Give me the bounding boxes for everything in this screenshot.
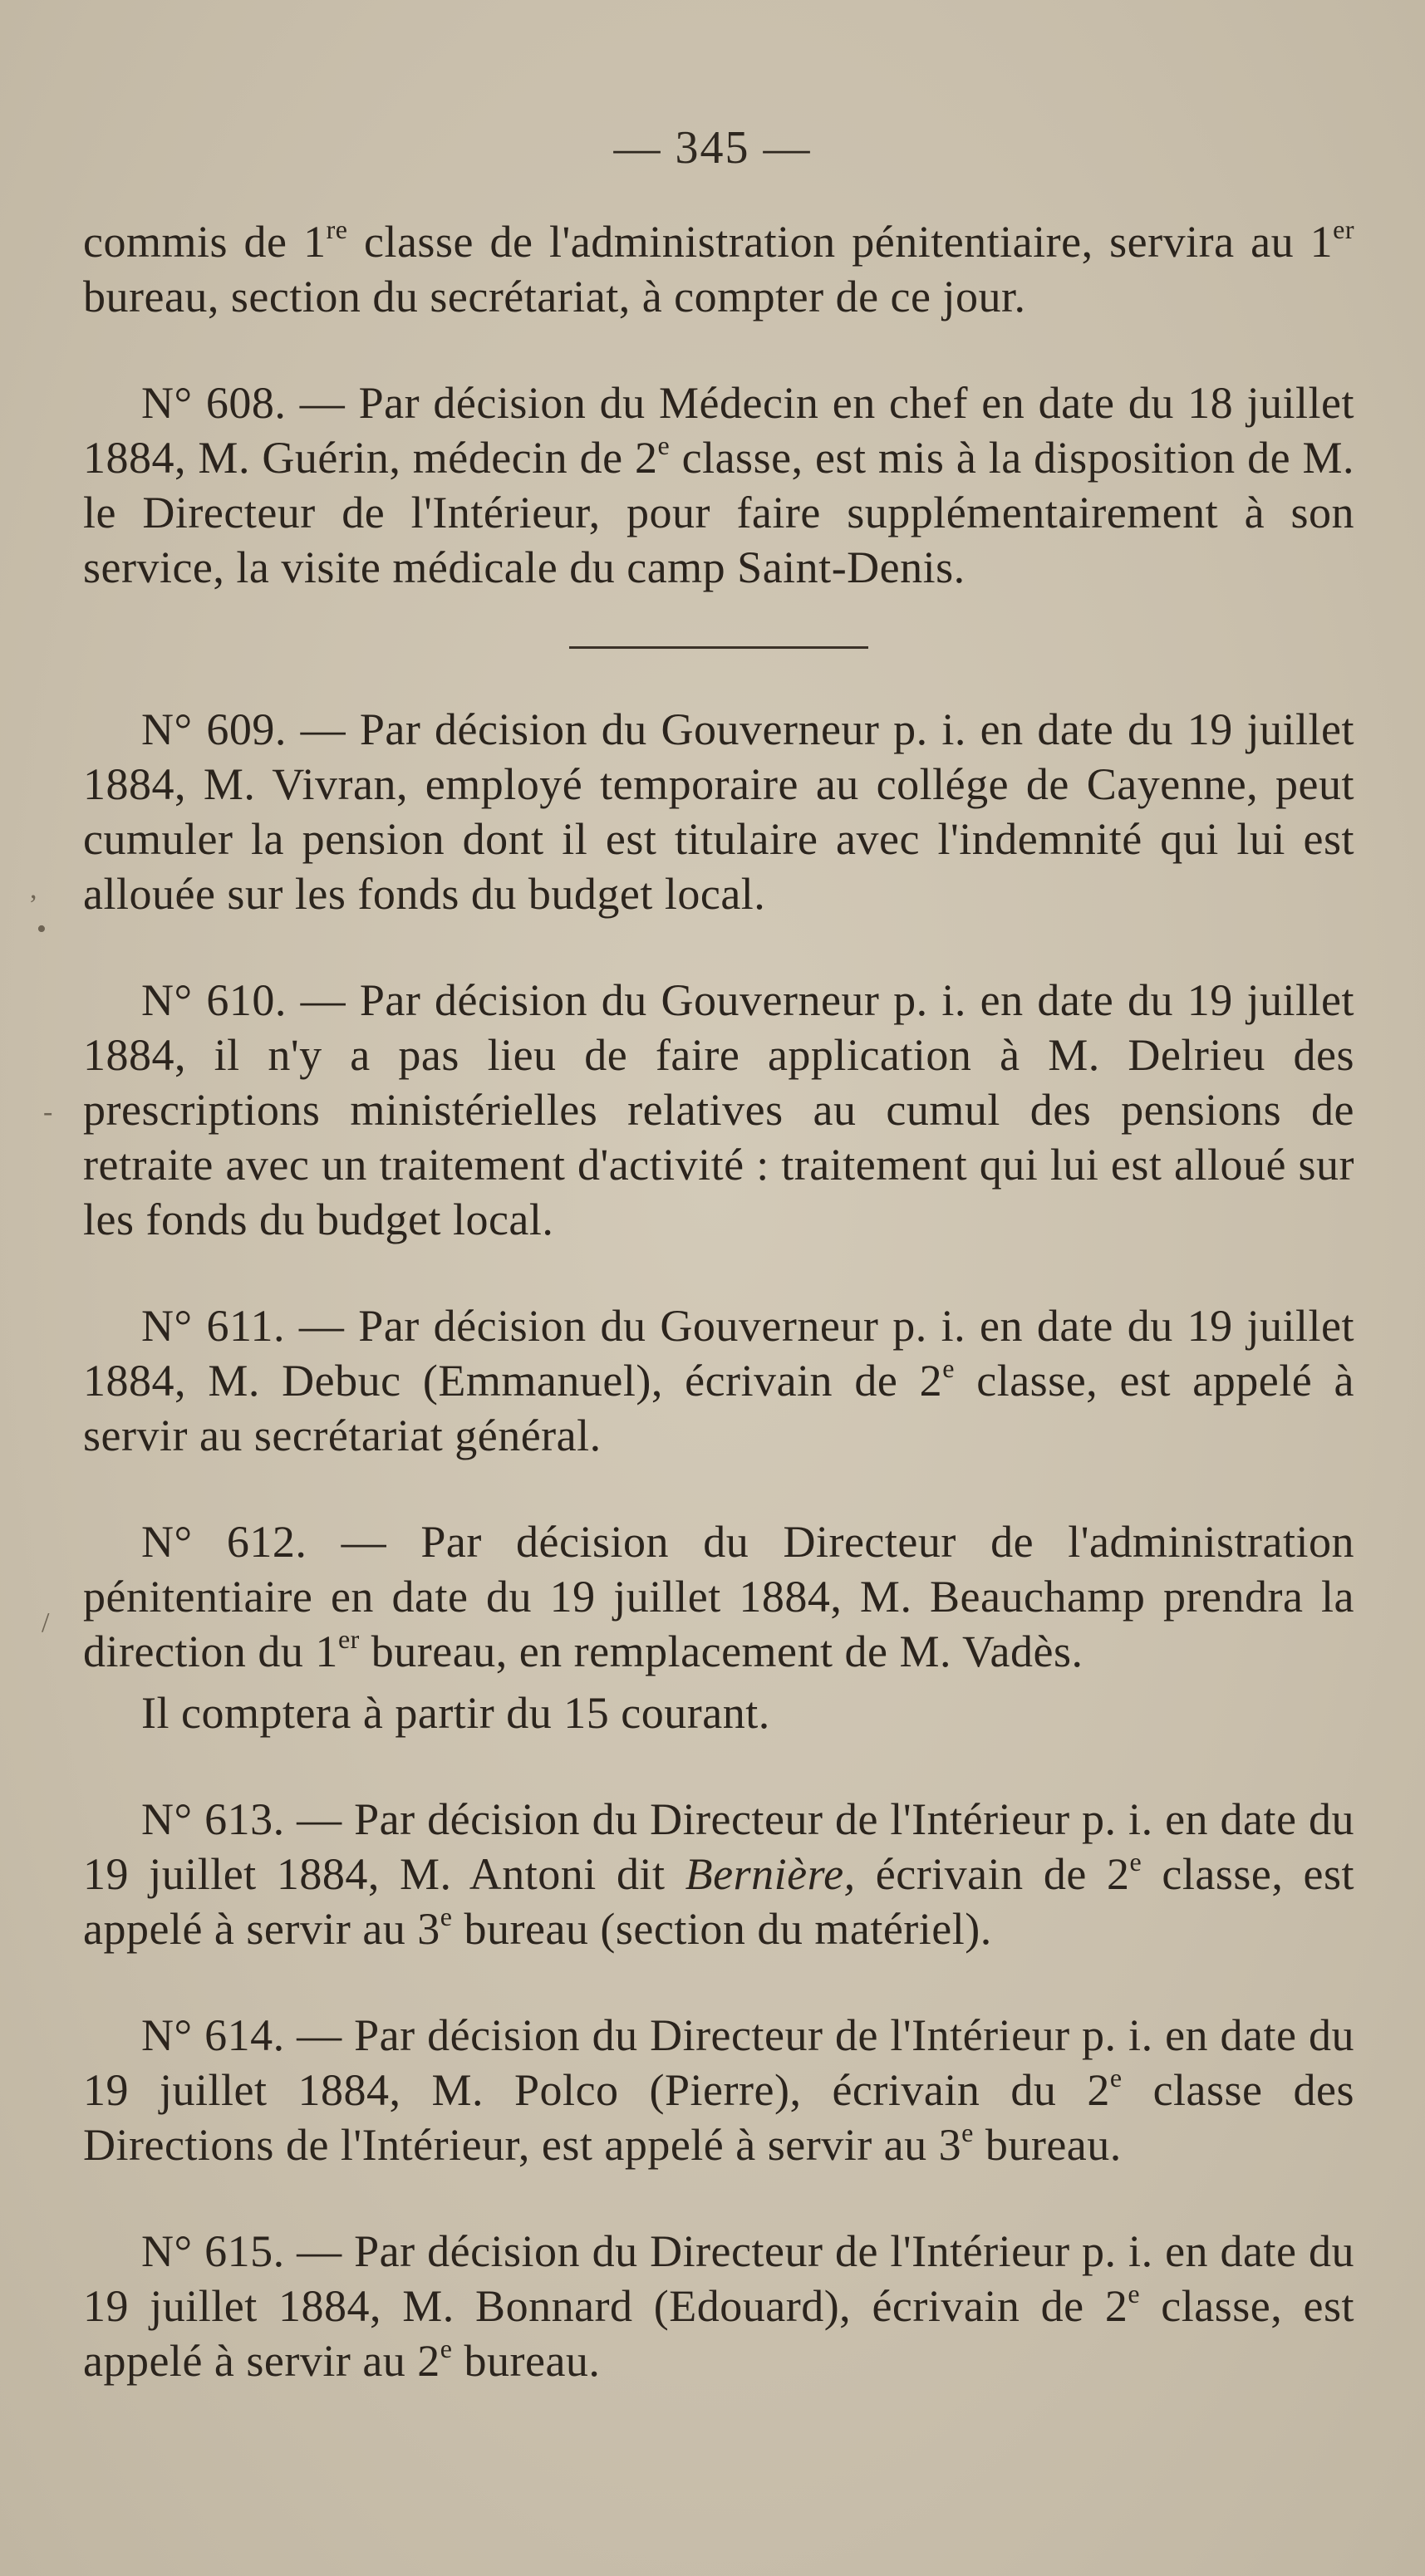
text-run: bureau. <box>452 2336 601 2386</box>
text-run: N° 611. — Par décision du Gouverneur p. i. en date du 19 juillet 1884, M. Debuc (Emmanuel), écrivain de 2 <box>83 1301 1354 1406</box>
superscript: e <box>1129 1847 1142 1877</box>
text-run: N° 612. — Par décision du Directeur de l'administration pénitentiaire en date du 19 juillet 1884, M. Beauchamp prendra la direction du 1 <box>83 1517 1354 1676</box>
text-run: N° 610. — Par décision du Gouverneur p. i. en date du 19 juillet 1884, il n'y a pas lieu de faire application à M. Delrieu des prescriptions ministérielles relatives au cumul des pensions de retraite avec un traitement d'activité : traitement qui lui est alloué sur les fonds du budget local. <box>83 975 1354 1244</box>
text-run: N° 609. — Par décision du Gouverneur p. i. en date du 19 juillet 1884, M. Vivran, employé temporaire au collége de Cayenne, peut cumuler la pension dont il est titulaire avec l'indemnité qui lui est allouée sur les fonds du budget local. <box>83 704 1354 919</box>
text-run: classe, est appelé à servir au secrétariat général. <box>83 1356 1355 1460</box>
superscript: e <box>942 1353 955 1383</box>
superscript: e <box>961 2117 974 2147</box>
text-run: N° 614. — Par décision du Directeur de l'Intérieur p. i. en date du 19 juillet 1884, M. Polco (Pierre), écrivain du 2 <box>83 2010 1354 2115</box>
superscript: er <box>337 1624 360 1654</box>
entry-615 <box>83 2224 1354 2388</box>
text-run: Il comptera à partir du 15 courant. <box>141 1688 770 1738</box>
entry-610 <box>83 973 1354 1247</box>
superscript: re <box>326 214 348 244</box>
margin-mark: , <box>30 874 37 905</box>
entry-611 <box>83 1298 1354 1463</box>
text-run: classe, est appelé à servir au 3 <box>83 1849 1354 1954</box>
entry-614 <box>83 2008 1354 2172</box>
margin-mark: - <box>43 1097 53 1127</box>
text-run: bureau, en remplacement de M. Vadès. <box>359 1627 1083 1676</box>
document-body <box>83 214 1354 2388</box>
superscript: e <box>1128 2279 1141 2309</box>
text-run: classe de l'administration pénitentiaire, servira au 1 <box>347 217 1334 267</box>
entry-609 <box>83 702 1354 921</box>
page-number: — 345 — <box>613 122 812 174</box>
section-divider <box>569 646 868 649</box>
italic-name: Bernière, <box>685 1849 856 1899</box>
text-run: écrivain de 2 <box>855 1849 1130 1899</box>
text-run: classe, est appelé à servir au 2 <box>83 2281 1354 2386</box>
text-run: classe, est mis à la disposition de M. le Directeur de l'Intérieur, pour faire supplémentairement à son service, la visite médicale du camp Saint-Denis. <box>83 433 1355 592</box>
text-run: N° 608. — Par décision du Médecin en chef en date du 18 juillet 1884, M. Guérin, médecin de 2 <box>83 378 1354 483</box>
text-run: bureau. <box>973 2120 1122 2170</box>
margin-mark: • <box>37 914 47 945</box>
superscript: e <box>657 430 671 460</box>
entry-612 <box>83 1514 1354 1679</box>
text-run: N° 615. — Par décision du Directeur de l'Intérieur p. i. en date du 19 juillet 1884, M. Bonnard (Edouard), écrivain de 2 <box>83 2226 1354 2331</box>
superscript: e <box>440 2333 453 2363</box>
text-run: bureau, section du secrétariat, à compter de ce jour. <box>83 272 1026 321</box>
text-run: classe des Directions de l'Intérieur, est appelé à servir au 3 <box>83 2065 1354 2170</box>
entry-608 <box>83 375 1354 595</box>
superscript: e <box>1109 2063 1123 2093</box>
margin-mark: / <box>42 1607 50 1638</box>
superscript: er <box>1333 214 1355 244</box>
text-run: commis de 1 <box>83 217 327 267</box>
intro-paragraph <box>83 214 1354 324</box>
entry-612-followup <box>83 1685 1354 1740</box>
entry-613 <box>83 1792 1354 1956</box>
superscript: e <box>440 1901 453 1931</box>
text-run: bureau (section du matériel). <box>452 1904 992 1954</box>
text-run: N° 613. — Par décision du Directeur de l'Intérieur p. i. en date du 19 juillet 1884, M. Antoni dit <box>83 1794 1354 1899</box>
